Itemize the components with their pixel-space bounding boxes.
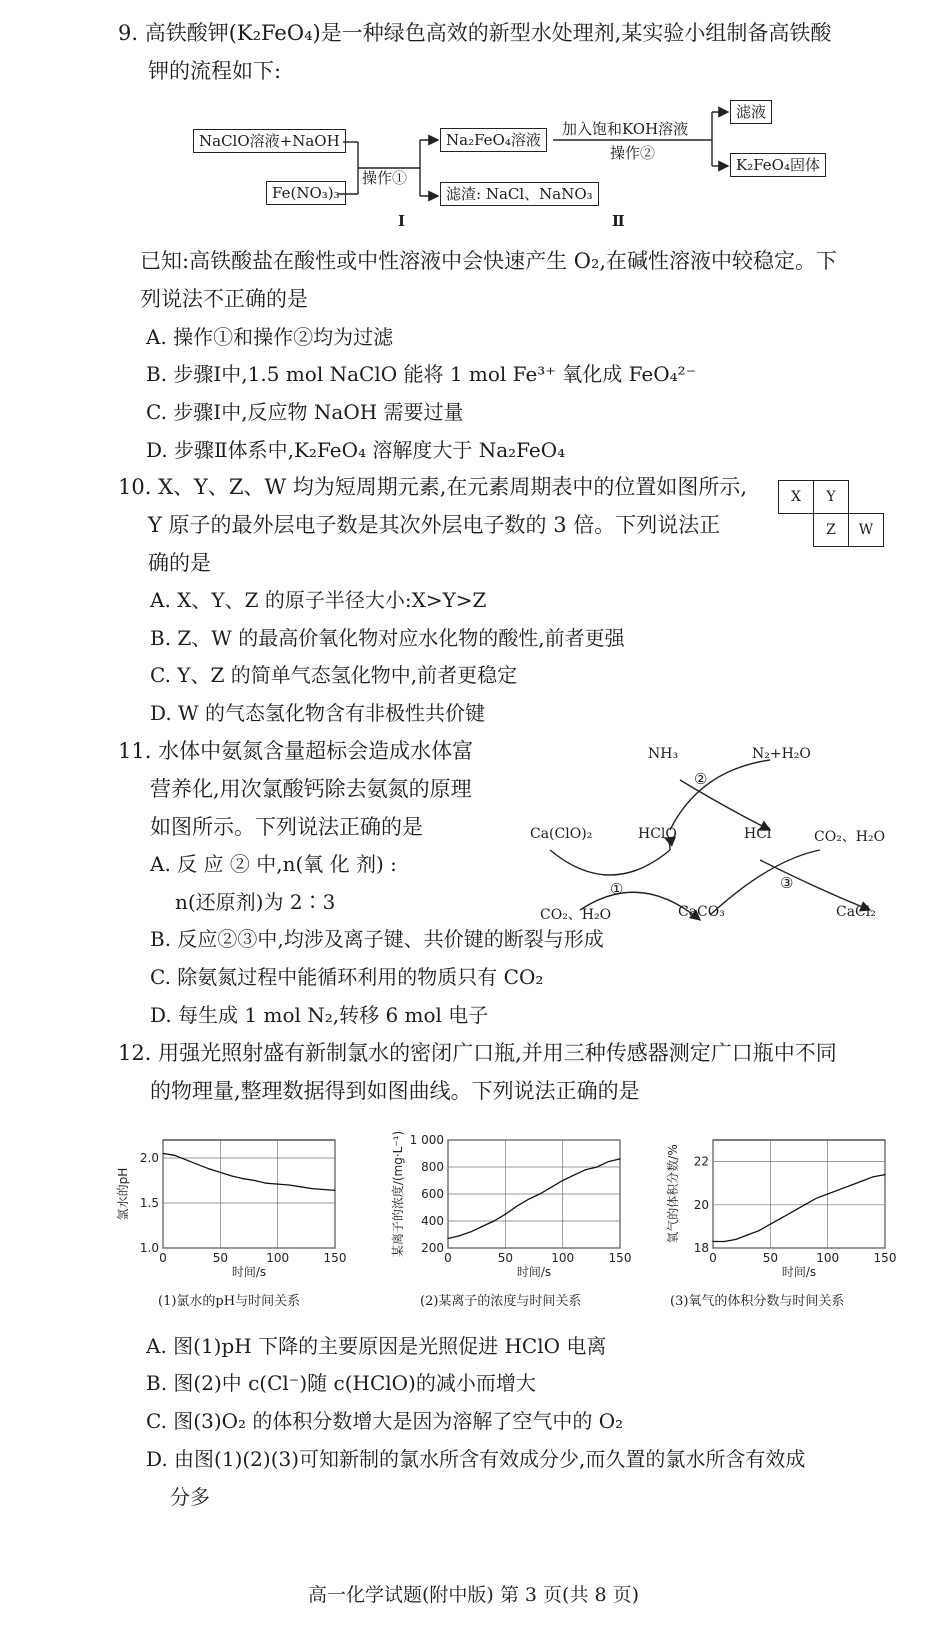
cell-empty xyxy=(779,514,814,547)
species-n2-h2o: N₂+H₂O xyxy=(752,746,811,762)
q9-stem-line2: 钾的流程如下: xyxy=(148,59,282,83)
arc-reaction-3-out xyxy=(760,860,870,910)
data-point xyxy=(459,1235,460,1236)
data-point xyxy=(827,1193,828,1194)
chart-caption-2: (2)某离子的浓度与时间关系 xyxy=(420,1294,582,1309)
data-point xyxy=(850,1185,851,1186)
y-tick-label: 1.0 xyxy=(139,1241,159,1255)
species-nh3: NH₃ xyxy=(648,746,679,762)
page-footer: 高一化学试题(附中版) 第 3 页(共 8 页) xyxy=(308,1584,640,1606)
data-point xyxy=(311,1188,312,1189)
data-point xyxy=(873,1176,874,1177)
series-line xyxy=(713,1175,885,1242)
data-point xyxy=(197,1164,198,1165)
y-tick-label: 22 xyxy=(693,1154,709,1169)
data-point xyxy=(562,1180,563,1181)
x-tick-label: 0 xyxy=(709,1251,717,1265)
data-point xyxy=(861,1180,862,1181)
data-point xyxy=(735,1239,736,1240)
y-tick-label: 20 xyxy=(693,1197,709,1212)
data-point xyxy=(528,1199,529,1200)
q11-option-a-line1: A. 反 应 ② 中,n(氧 化 剂) : xyxy=(150,852,397,876)
x-axis-label: 时间/s xyxy=(231,1265,267,1279)
data-point xyxy=(300,1186,301,1187)
q10-option-c: C. Y、Z 的简单气态氢化物中,前者更稳定 xyxy=(150,663,518,687)
plot-frame xyxy=(163,1140,335,1248)
data-point xyxy=(712,1241,713,1242)
y-tick-label: 800 xyxy=(421,1160,444,1174)
data-point xyxy=(243,1178,244,1179)
data-point xyxy=(505,1214,506,1215)
q9-known-line2: 列说法不正确的是 xyxy=(140,287,308,311)
data-point xyxy=(220,1172,221,1173)
flow-box-na2feo4: Na₂FeO₄溶液 xyxy=(440,128,547,152)
q12-line2: 的物理量,整理数据得到如图曲线。下列说法正确的是 xyxy=(150,1079,640,1103)
x-tick-label: 50 xyxy=(212,1251,228,1265)
q10-line3: 确的是 xyxy=(148,551,211,575)
y-axis-label: 氧气的体积分数/% xyxy=(666,1144,680,1244)
data-point xyxy=(884,1174,885,1175)
data-point xyxy=(804,1204,805,1205)
data-point xyxy=(516,1206,517,1207)
q12-option-d-cont: 分多 xyxy=(170,1485,210,1509)
x-tick-label: 100 xyxy=(551,1251,575,1265)
y-tick-label: 2.0 xyxy=(139,1151,159,1165)
data-point xyxy=(608,1161,609,1162)
y-tick-label: 600 xyxy=(421,1187,444,1201)
data-point xyxy=(781,1217,782,1218)
species-cacl2: CaCl₂ xyxy=(836,904,876,920)
data-point xyxy=(334,1190,335,1191)
flow-box-naclo: NaClO溶液+NaOH xyxy=(193,129,346,153)
q9-option-c: C. 步骤Ⅰ中,反应物 NaOH 需要过量 xyxy=(146,400,464,424)
x-tick-label: 150 xyxy=(323,1251,347,1265)
data-point xyxy=(596,1166,597,1167)
q10-line2: Y 原子的最外层电子数是其次外层电子数的 3 倍。下列说法正 xyxy=(148,513,721,537)
y-tick-label: 1 000 xyxy=(409,1133,444,1147)
q10-option-a: A. X、Y、Z 的原子半径大小:X>Y>Z xyxy=(150,588,487,612)
data-point xyxy=(724,1241,725,1242)
data-point xyxy=(482,1226,483,1227)
flow-box-k2feo4: K₂FeO₄固体 xyxy=(730,153,826,177)
chart-caption-1: (1)氯水的pH与时间关系 xyxy=(158,1294,301,1309)
flow-step1-label: Ⅰ xyxy=(398,212,406,230)
data-point xyxy=(839,1189,840,1190)
cell-w: W xyxy=(849,514,884,547)
data-point xyxy=(277,1184,278,1185)
cell-empty xyxy=(849,481,884,514)
data-point xyxy=(539,1193,540,1194)
label-reaction-2: ② xyxy=(694,770,708,788)
flow-op1-label: 操作① xyxy=(362,169,408,187)
flow-box-feno3: Fe(NO₃)₃ xyxy=(266,181,346,205)
chart-ph xyxy=(108,1125,353,1285)
q9-stem-line1: 9. 高铁酸钾(K₂FeO₄)是一种绿色高效的新型水处理剂,某实验小组制备高铁酸 xyxy=(118,21,832,45)
q11-line1: 11. 水体中氨氮含量超标会造成水体富 xyxy=(118,739,474,763)
data-point xyxy=(816,1198,817,1199)
q10-line1: 10. X、Y、Z、W 均为短周期元素,在元素周期表中的位置如图所示, xyxy=(118,475,748,499)
flow-arrows xyxy=(0,0,950,240)
chart-oxygen-fraction xyxy=(668,1125,900,1285)
arc-reaction-3-in xyxy=(710,850,820,915)
q9-option-d: D. 步骤Ⅱ体系中,K₂FeO₄ 溶解度大于 Na₂FeO₄ xyxy=(146,438,566,462)
data-point xyxy=(323,1189,324,1190)
data-point xyxy=(770,1224,771,1225)
q10-option-d: D. W 的气态氢化物含有非极性共价键 xyxy=(150,701,485,725)
species-hcl: HCl xyxy=(744,826,772,842)
y-axis-label: 某离子的浓度/(mg·L⁻¹) xyxy=(391,1130,405,1258)
y-tick-label: 18 xyxy=(693,1241,709,1255)
flow-box-residue: 滤渣: NaCl、NaNO₃ xyxy=(440,182,599,206)
label-reaction-1: ① xyxy=(610,880,624,898)
cell-y: Y xyxy=(814,481,849,514)
data-point xyxy=(747,1234,748,1235)
data-point xyxy=(447,1238,448,1239)
q11-option-d: D. 每生成 1 mol N₂,转移 6 mol 电子 xyxy=(150,1003,489,1027)
data-point xyxy=(254,1180,255,1181)
flow-op2-label: 操作② xyxy=(610,144,656,162)
x-tick-label: 150 xyxy=(873,1251,897,1265)
chart-ion-concentration xyxy=(378,1125,638,1285)
x-axis-label: 时间/s xyxy=(781,1265,817,1279)
data-point xyxy=(574,1175,575,1176)
arc-reaction-2-in xyxy=(670,760,770,830)
x-tick-label: 50 xyxy=(497,1251,513,1265)
q9-known-line1: 已知:高铁酸盐在酸性或中性溶液中会快速产生 O₂,在碱性溶液中较稳定。下 xyxy=(140,249,838,273)
x-tick-label: 0 xyxy=(444,1251,452,1265)
data-point xyxy=(551,1187,552,1188)
x-tick-label: 100 xyxy=(816,1251,840,1265)
q11-option-b: B. 反应②③中,均涉及离子键、共价键的断裂与形成 xyxy=(150,927,604,951)
q12-option-a: A. 图(1)pH 下降的主要原因是光照促进 HClO 电离 xyxy=(146,1334,607,1358)
q9-option-a: A. 操作①和操作②均为过滤 xyxy=(146,325,394,349)
q10-option-b: B. Z、W 的最高价氧化物对应水化物的酸性,前者更强 xyxy=(150,626,625,650)
label-reaction-3: ③ xyxy=(780,874,794,892)
species-co2-h2o-bottom: CO₂、H₂O xyxy=(540,907,612,923)
data-point xyxy=(289,1184,290,1185)
data-point xyxy=(619,1158,620,1159)
series-line xyxy=(448,1159,620,1239)
species-caco3: CaCO₃ xyxy=(678,904,725,920)
x-tick-label: 150 xyxy=(608,1251,632,1265)
chart-caption-3: (3)氧气的体积分数与时间关系 xyxy=(670,1294,845,1309)
q11-line3: 如图所示。下列说法正确的是 xyxy=(150,815,423,839)
data-point xyxy=(174,1155,175,1156)
y-tick-label: 400 xyxy=(421,1214,444,1228)
species-caclo2: Ca(ClO)₂ xyxy=(530,826,593,842)
data-point xyxy=(208,1168,209,1169)
cell-x: X xyxy=(779,481,814,514)
x-tick-label: 0 xyxy=(159,1251,167,1265)
y-tick-label: 1.5 xyxy=(139,1196,159,1210)
x-tick-label: 100 xyxy=(266,1251,290,1265)
q12-option-b: B. 图(2)中 c(Cl⁻)随 c(HClO)的减小而增大 xyxy=(146,1371,536,1395)
data-point xyxy=(185,1159,186,1160)
x-axis-label: 时间/s xyxy=(516,1265,552,1279)
q11-line2: 营养化,用次氯酸钙除去氨氮的原理 xyxy=(150,777,472,801)
plot-frame xyxy=(713,1140,885,1248)
q12-line1: 12. 用强光照射盛有新制氯水的密闭广口瓶,并用三种传感器测定广口瓶中不同 xyxy=(118,1041,837,1065)
species-co2-h2o-top: CO₂、H₂O xyxy=(814,829,886,845)
flow-add-koh-label: 加入饱和KOH溶液 xyxy=(562,120,689,138)
data-point xyxy=(231,1175,232,1176)
data-point xyxy=(266,1183,267,1184)
q12-option-c: C. 图(3)O₂ 的体积分数增大是因为溶解了空气中的 O₂ xyxy=(146,1409,624,1433)
data-point xyxy=(470,1231,471,1232)
q12-option-d: D. 由图(1)(2)(3)可知新制的氯水所含有效成分少,而久置的氯水所含有效成 xyxy=(146,1447,806,1471)
flow-box-filtrate: 滤液 xyxy=(730,100,772,124)
cell-z: Z xyxy=(814,514,849,547)
series-line xyxy=(163,1154,335,1191)
y-tick-label: 200 xyxy=(421,1241,444,1255)
data-point xyxy=(162,1153,163,1154)
arc-reaction-1-in xyxy=(550,850,670,875)
data-point xyxy=(585,1169,586,1170)
data-point xyxy=(493,1220,494,1221)
q11-option-a-line2: n(还原剂)为 2∶3 xyxy=(175,890,336,914)
data-point xyxy=(758,1230,759,1231)
q9-option-b: B. 步骤Ⅰ中,1.5 mol NaClO 能将 1 mol Fe³⁺ 氧化成 FeO₄²⁻ xyxy=(146,362,697,386)
x-tick-label: 50 xyxy=(762,1251,778,1265)
flow-step2-label: Ⅱ xyxy=(612,212,625,230)
species-hclo: HClO xyxy=(638,826,677,842)
y-axis-label: 氯水的pH xyxy=(116,1167,130,1221)
q11-option-c: C. 除氨氮过程中能循环利用的物质只有 CO₂ xyxy=(150,965,544,989)
q10-periodic-table xyxy=(778,480,884,547)
data-point xyxy=(793,1211,794,1212)
